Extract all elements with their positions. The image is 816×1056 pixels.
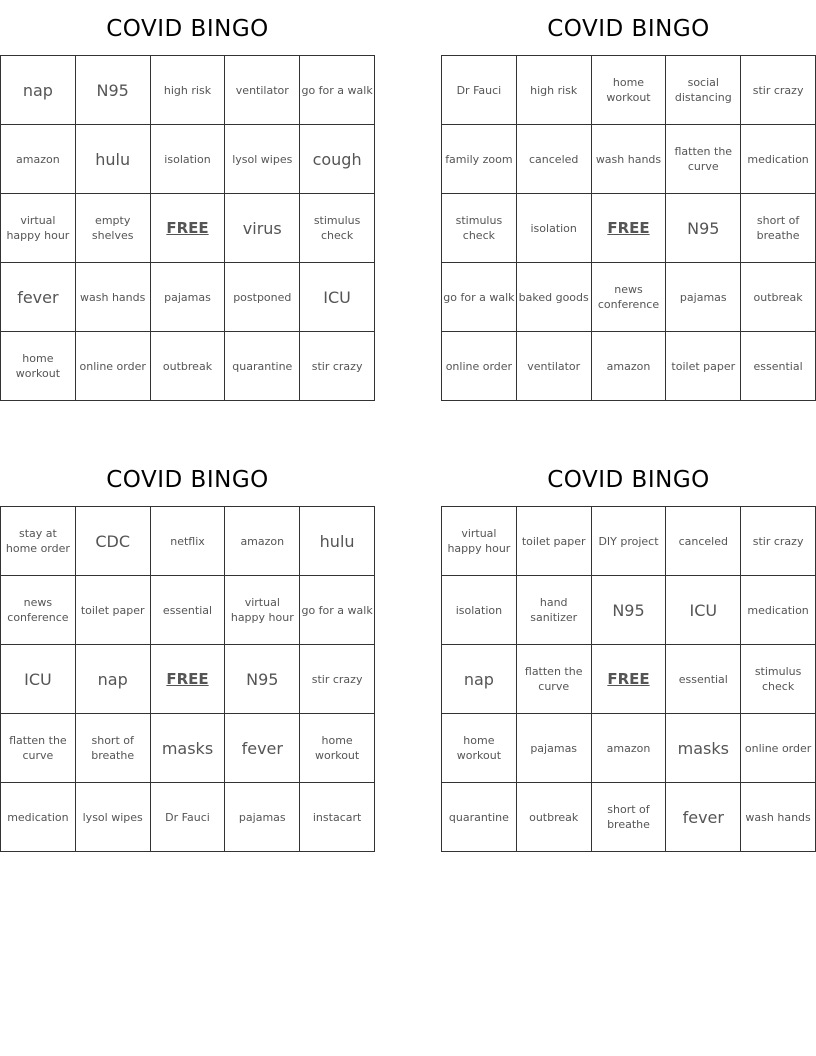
bingo-cell: stay at home order bbox=[1, 507, 76, 576]
card-title: COVID BINGO bbox=[106, 15, 269, 42]
bingo-row bbox=[442, 507, 816, 576]
bingo-cell: lysol wipes bbox=[225, 125, 300, 194]
card-title: COVID BINGO bbox=[547, 466, 710, 493]
bingo-cell: stir crazy bbox=[741, 56, 816, 125]
bingo-row bbox=[1, 576, 375, 645]
free-space: FREE bbox=[591, 194, 666, 263]
bingo-cell: isolation bbox=[150, 125, 225, 194]
bingo-cell: stimulus check bbox=[741, 645, 816, 714]
bingo-cell: Dr Fauci bbox=[150, 783, 225, 852]
bingo-cell: ventilator bbox=[516, 332, 591, 401]
bingo-grid bbox=[0, 55, 375, 401]
bingo-cell: pajamas bbox=[150, 263, 225, 332]
bingo-grid bbox=[441, 506, 816, 852]
bingo-cell: nap bbox=[75, 645, 150, 714]
bingo-cell: amazon bbox=[225, 507, 300, 576]
free-space: FREE bbox=[150, 194, 225, 263]
bingo-cell: virus bbox=[225, 194, 300, 263]
bingo-row bbox=[442, 576, 816, 645]
bingo-cell: quarantine bbox=[225, 332, 300, 401]
bingo-row bbox=[1, 194, 375, 263]
bingo-cell: cough bbox=[300, 125, 375, 194]
bingo-row bbox=[1, 332, 375, 401]
bingo-cell: wash hands bbox=[741, 783, 816, 852]
free-space: FREE bbox=[591, 645, 666, 714]
bingo-row bbox=[442, 714, 816, 783]
bingo-cell: stir crazy bbox=[741, 507, 816, 576]
card-title: COVID BINGO bbox=[106, 466, 269, 493]
bingo-cell: pajamas bbox=[225, 783, 300, 852]
bingo-cell: go for a walk bbox=[300, 56, 375, 125]
bingo-cell: news conference bbox=[591, 263, 666, 332]
bingo-cell: baked goods bbox=[516, 263, 591, 332]
bingo-cell: virtual happy hour bbox=[1, 194, 76, 263]
bingo-cell: quarantine bbox=[442, 783, 517, 852]
bingo-cell: medication bbox=[741, 125, 816, 194]
bingo-row bbox=[442, 125, 816, 194]
bingo-cell: online order bbox=[741, 714, 816, 783]
free-space: FREE bbox=[150, 645, 225, 714]
bingo-cell: medication bbox=[741, 576, 816, 645]
bingo-cell: home workout bbox=[442, 714, 517, 783]
bingo-cell: short of breathe bbox=[741, 194, 816, 263]
bingo-row bbox=[1, 645, 375, 714]
bingo-cell: short of breathe bbox=[75, 714, 150, 783]
bingo-card-4 bbox=[441, 451, 816, 852]
bingo-cell: instacart bbox=[300, 783, 375, 852]
bingo-cell: fever bbox=[666, 783, 741, 852]
bingo-row bbox=[1, 125, 375, 194]
bingo-cell: essential bbox=[150, 576, 225, 645]
bingo-cell: flatten the curve bbox=[1, 714, 76, 783]
bingo-cell: hulu bbox=[75, 125, 150, 194]
bingo-cell: toilet paper bbox=[516, 507, 591, 576]
bingo-cell: ICU bbox=[300, 263, 375, 332]
bingo-cell: ICU bbox=[1, 645, 76, 714]
bingo-cell: flatten the curve bbox=[666, 125, 741, 194]
bingo-cell: amazon bbox=[591, 332, 666, 401]
bingo-cell: N95 bbox=[666, 194, 741, 263]
bingo-row bbox=[442, 783, 816, 852]
bingo-cell: home workout bbox=[591, 56, 666, 125]
bingo-cell: N95 bbox=[591, 576, 666, 645]
bingo-cell: short of breathe bbox=[591, 783, 666, 852]
bingo-row bbox=[442, 263, 816, 332]
bingo-grid bbox=[0, 506, 375, 852]
bingo-row bbox=[442, 645, 816, 714]
bingo-cell: N95 bbox=[75, 56, 150, 125]
card-title: COVID BINGO bbox=[547, 15, 710, 42]
bingo-cell: nap bbox=[442, 645, 517, 714]
bingo-cell: social distancing bbox=[666, 56, 741, 125]
bingo-cell: hand sanitizer bbox=[516, 576, 591, 645]
bingo-cell: outbreak bbox=[150, 332, 225, 401]
bingo-cell: masks bbox=[150, 714, 225, 783]
bingo-cell: isolation bbox=[442, 576, 517, 645]
bingo-cell: high risk bbox=[150, 56, 225, 125]
bingo-cell: CDC bbox=[75, 507, 150, 576]
bingo-cell: news conference bbox=[1, 576, 76, 645]
bingo-cell: toilet paper bbox=[666, 332, 741, 401]
bingo-cell: go for a walk bbox=[300, 576, 375, 645]
bingo-cell: ICU bbox=[666, 576, 741, 645]
bingo-cell: essential bbox=[666, 645, 741, 714]
bingo-cell: home workout bbox=[1, 332, 76, 401]
bingo-grid bbox=[441, 55, 816, 401]
bingo-cell: fever bbox=[1, 263, 76, 332]
bingo-cell: virtual happy hour bbox=[442, 507, 517, 576]
bingo-row bbox=[1, 263, 375, 332]
bingo-row bbox=[1, 783, 375, 852]
bingo-cell: masks bbox=[666, 714, 741, 783]
bingo-cell: postponed bbox=[225, 263, 300, 332]
bingo-cell: go for a walk bbox=[442, 263, 517, 332]
bingo-cell: DIY project bbox=[591, 507, 666, 576]
bingo-cell: high risk bbox=[516, 56, 591, 125]
bingo-card-1 bbox=[0, 0, 375, 401]
bingo-cell: fever bbox=[225, 714, 300, 783]
bingo-cell: nap bbox=[1, 56, 76, 125]
bingo-cell: stimulus check bbox=[442, 194, 517, 263]
bingo-cell: online order bbox=[442, 332, 517, 401]
bingo-cell: stimulus check bbox=[300, 194, 375, 263]
bingo-cell: Dr Fauci bbox=[442, 56, 517, 125]
bingo-cell: amazon bbox=[591, 714, 666, 783]
bingo-cell: isolation bbox=[516, 194, 591, 263]
bingo-cell: family zoom bbox=[442, 125, 517, 194]
bingo-row bbox=[1, 714, 375, 783]
bingo-row bbox=[442, 194, 816, 263]
bingo-cell: hulu bbox=[300, 507, 375, 576]
bingo-cell: home workout bbox=[300, 714, 375, 783]
bingo-cell: medication bbox=[1, 783, 76, 852]
bingo-cell: outbreak bbox=[741, 263, 816, 332]
bingo-cell: stir crazy bbox=[300, 645, 375, 714]
bingo-cell: ventilator bbox=[225, 56, 300, 125]
bingo-cell: amazon bbox=[1, 125, 76, 194]
bingo-cell: online order bbox=[75, 332, 150, 401]
bingo-row bbox=[1, 507, 375, 576]
bingo-row bbox=[442, 332, 816, 401]
bingo-cell: toilet paper bbox=[75, 576, 150, 645]
bingo-cell: empty shelves bbox=[75, 194, 150, 263]
bingo-cell: stir crazy bbox=[300, 332, 375, 401]
bingo-cell: pajamas bbox=[516, 714, 591, 783]
bingo-cell: pajamas bbox=[666, 263, 741, 332]
bingo-row bbox=[442, 56, 816, 125]
bingo-cell: outbreak bbox=[516, 783, 591, 852]
bingo-cell: wash hands bbox=[75, 263, 150, 332]
bingo-cell: flatten the curve bbox=[516, 645, 591, 714]
bingo-cell: essential bbox=[741, 332, 816, 401]
bingo-cell: wash hands bbox=[591, 125, 666, 194]
bingo-row bbox=[1, 56, 375, 125]
bingo-cell: canceled bbox=[666, 507, 741, 576]
bingo-cell: virtual happy hour bbox=[225, 576, 300, 645]
bingo-card-2 bbox=[441, 0, 816, 401]
bingo-cell: N95 bbox=[225, 645, 300, 714]
bingo-card-3 bbox=[0, 451, 375, 852]
bingo-cell: lysol wipes bbox=[75, 783, 150, 852]
bingo-cell: canceled bbox=[516, 125, 591, 194]
bingo-cell: netflix bbox=[150, 507, 225, 576]
